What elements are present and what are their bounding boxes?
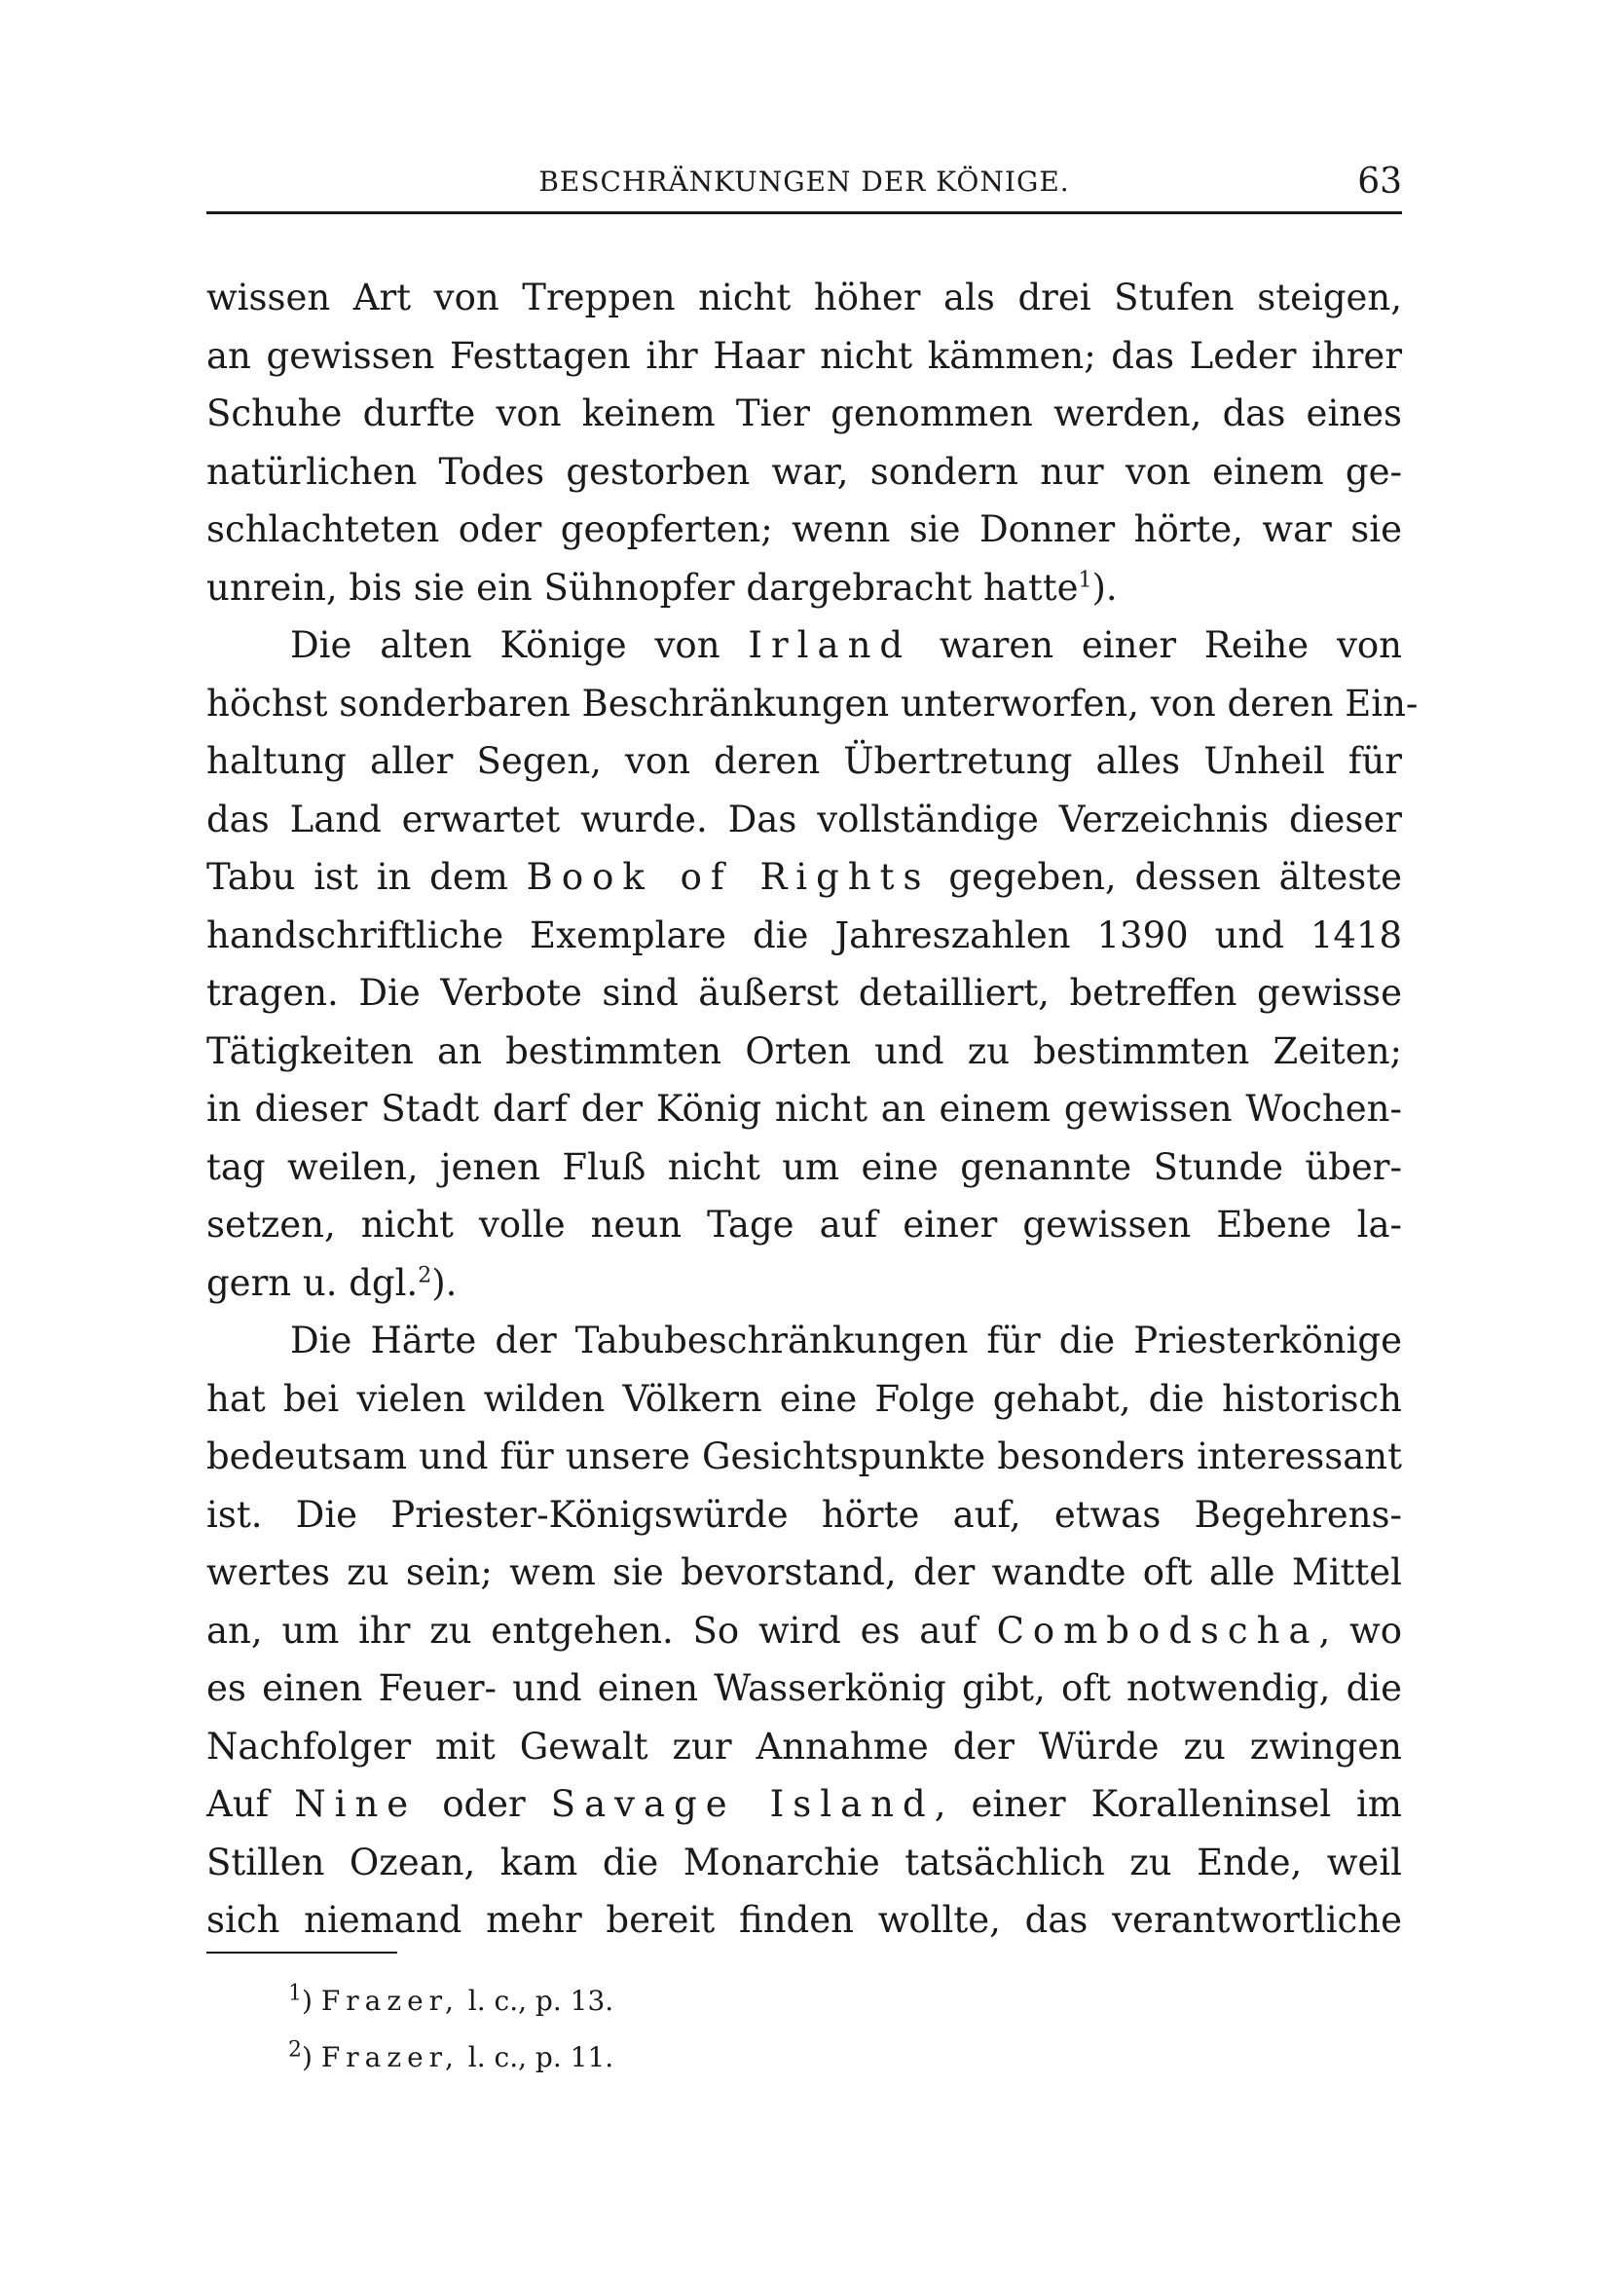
footnote-ref: 2 [418, 1263, 432, 1288]
running-header [206, 162, 1402, 205]
text-line: hat bei vielen wilden Völkern eine Folge gehabt, die historisch [206, 1377, 1402, 1420]
text-line: wissen Art von Treppen nicht höher als drei Stufen steigen, [206, 277, 1402, 318]
text-line: Nachfolger mit Gewalt zur Annahme der Würde zu zwingen [206, 1725, 1402, 1768]
text-line: das Land erwartet wurde. Das vollständige Verzeichnis dieser [206, 798, 1402, 840]
paragraph-start-line: Die alten Könige von Irland waren einer Reihe von [290, 624, 1403, 666]
spaced-name: Irland [748, 624, 912, 666]
running-title: BESCHRÄNKUNGEN DER KÖNIGE. [538, 166, 1070, 198]
footnote: $^2$) Frazer, l. c., p. 11. [288, 2037, 614, 2073]
text-line: es einen Feuer- und einen Wasserkönig gibt, oft notwendig, die [206, 1667, 1402, 1709]
text-line: haltung aller Segen, von deren Übertretung alles Unheil für [206, 740, 1402, 782]
footnote-rule [206, 1952, 397, 1954]
text-line: bedeutsam und für unsere Gesichtspunkte besonders interessant [206, 1435, 1402, 1477]
text-line: höchst sonderbaren Beschränkungen unterworfen, von deren Ein- [206, 682, 1419, 725]
spaced-name: Book of Rights [526, 856, 931, 898]
text-line: an, um ihr zu entgehen. So wird es auf Combodscha, wo [206, 1609, 1402, 1652]
text-line: unrein, bis sie ein Sühnopfer dargebracht hatte$^1$). [206, 566, 1118, 609]
footnote: $^1$) Frazer, l. c., p. 13. [288, 1981, 614, 2017]
paragraph-start-line: Die Härte der Tabubeschränkungen für die Priesterkönige [290, 1320, 1402, 1361]
text-line: natürlichen Todes gestorben war, sondern nur von einem ge- [206, 450, 1402, 493]
page-number: 63 [1357, 162, 1402, 202]
text-line: in dieser Stadt darf der König nicht an einem gewissen Wochen- [206, 1088, 1402, 1130]
spaced-name: Combodscha [996, 1609, 1319, 1652]
text-line: wertes zu sein; wem sie bevorstand, der wandte oft alle Mittel [206, 1551, 1402, 1593]
text-line: setzen, nicht volle neun Tage auf einer gewissen Ebene la- [206, 1204, 1402, 1246]
footnote-ref: 1 [1078, 568, 1092, 593]
footnotes [288, 1973, 613, 2086]
text-line: ist. Die Priester-Königswürde hörte auf, etwas Begehrens- [206, 1493, 1402, 1536]
text-line: tag weilen, jenen Fluß nicht um eine genannte Stunde über- [206, 1145, 1402, 1188]
text-line: handschriftliche Exemplare die Jahreszahlen 1390 und 1418 [206, 913, 1402, 956]
spaced-name: Nine [294, 1783, 418, 1825]
body-text [206, 269, 1419, 1950]
text-line: schlachteten oder geopferten; wenn sie Donner hörte, war sie [206, 508, 1402, 550]
text-line: Tabu ist in dem Book of Rights gegeben, dessen älteste [206, 856, 1402, 898]
spaced-name: Savage Island [550, 1783, 935, 1825]
text-line: Schuhe durfte von keinem Tier genommen werden, das eines [206, 392, 1402, 434]
text-line: tragen. Die Verbote sind äußerst detailliert, betreffen gewisse [206, 972, 1402, 1014]
header-rule [206, 211, 1402, 214]
text-line: Stillen Ozean, kam die Monarchie tatsächlich zu Ende, weil [206, 1841, 1402, 1883]
text-line: gern u. dgl.$^2$). [206, 1261, 458, 1304]
text-line: an gewissen Festtagen ihr Haar nicht kämmen; das Leder ihrer [206, 334, 1402, 377]
text-line: Auf Nine oder Savage Island, einer Koralleninsel im [206, 1783, 1402, 1825]
text-line: Tätigkeiten an bestimmten Orten und zu bestimmten Zeiten; [206, 1029, 1402, 1072]
text-line: sich niemand mehr bereit finden wollte, das verantwortliche [206, 1899, 1402, 1941]
